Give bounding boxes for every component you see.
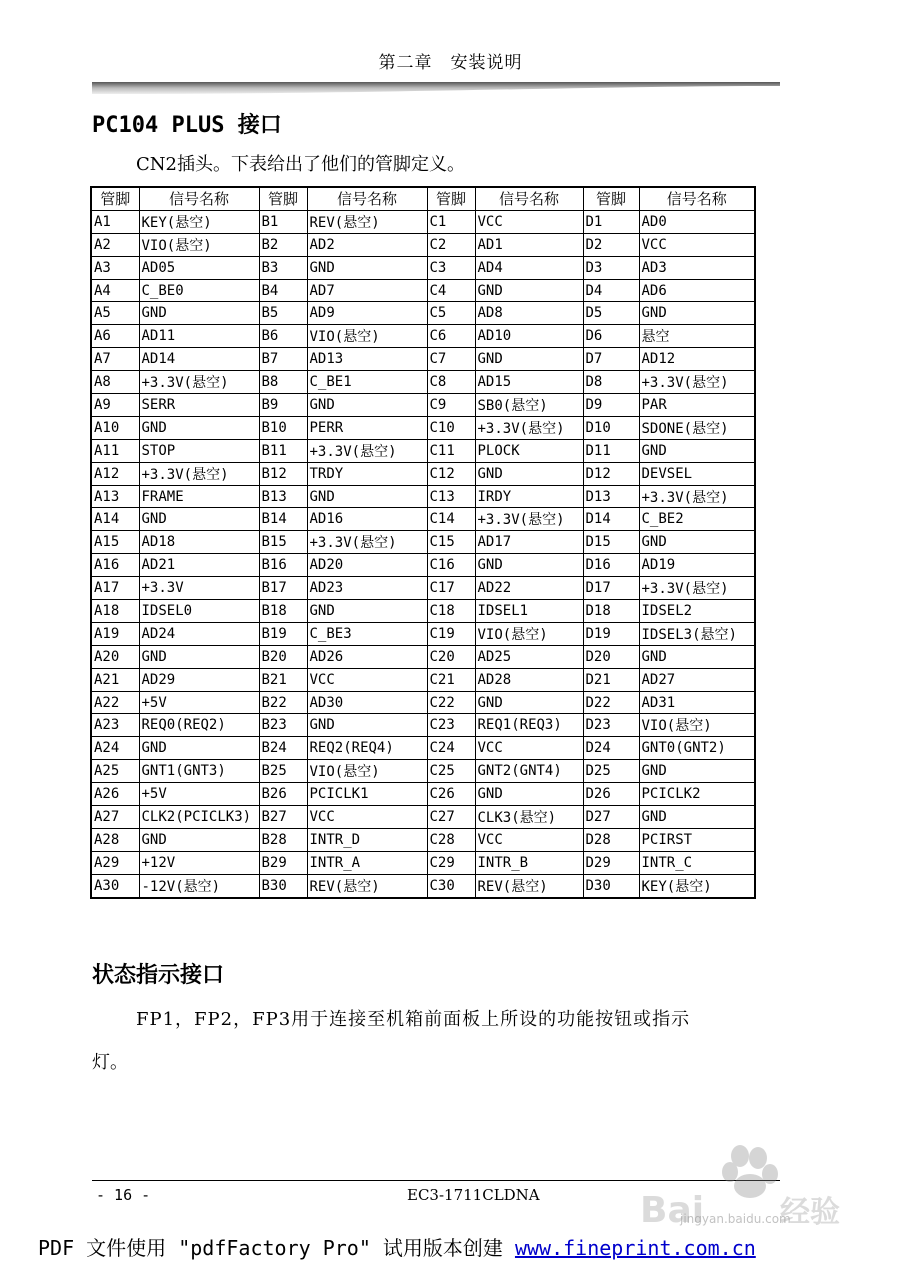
pin-cell: A6 [91,325,139,348]
table-row [91,600,755,623]
signal-cell: GND [139,828,259,851]
signal-cell: GND [639,806,755,829]
signal-cell: VCC [307,668,427,691]
pin-cell: B7 [259,348,307,371]
signal-cell: AD25 [475,645,583,668]
pin-cell: B14 [259,508,307,531]
pin-cell: C4 [427,279,475,302]
pin-cell: D12 [583,462,639,485]
pin-cell: B18 [259,600,307,623]
pin-cell: D29 [583,851,639,874]
pin-cell: B17 [259,577,307,600]
signal-cell: PCICLK1 [307,783,427,806]
table-row [91,737,755,760]
signal-cell: AD20 [307,554,427,577]
table-row [91,416,755,439]
pin-cell: C10 [427,416,475,439]
signal-cell: GND [475,279,583,302]
pin-cell: A22 [91,691,139,714]
pin-cell: B1 [259,210,307,233]
header-pin: 管脚 [259,187,307,210]
pin-cell: B5 [259,302,307,325]
pin-cell: D27 [583,806,639,829]
signal-cell: +3.3V(悬空) [139,462,259,485]
signal-cell: IDSEL2 [639,600,755,623]
table-row [91,462,755,485]
signal-cell: GND [475,783,583,806]
pin-cell: D7 [583,348,639,371]
pin-cell: D26 [583,783,639,806]
table-row [91,531,755,554]
signal-cell: AD27 [639,668,755,691]
signal-cell: VIO(悬空) [475,622,583,645]
signal-cell: IDSEL1 [475,600,583,623]
pin-cell: C23 [427,714,475,737]
signal-cell: TRDY [307,462,427,485]
signal-cell: DEVSEL [639,462,755,485]
signal-cell: VCC [475,210,583,233]
signal-cell: REQ2(REQ4) [307,737,427,760]
pin-cell: C27 [427,806,475,829]
signal-cell: PCICLK2 [639,783,755,806]
pin-cell: A21 [91,668,139,691]
table-row [91,622,755,645]
signal-cell: GND [475,348,583,371]
signal-cell: GND [639,302,755,325]
pin-cell: D18 [583,600,639,623]
signal-cell: INTR_A [307,851,427,874]
signal-cell: AD13 [307,348,427,371]
table-row [91,554,755,577]
pin-cell: C15 [427,531,475,554]
pin-cell: B25 [259,760,307,783]
pdf-creator-banner [38,1232,756,1261]
pin-cell: D4 [583,279,639,302]
signal-cell: SB0(悬空) [475,394,583,417]
signal-cell: +3.3V(悬空) [639,577,755,600]
pin-cell: A11 [91,439,139,462]
signal-cell: REV(悬空) [475,874,583,897]
pin-cell: C9 [427,394,475,417]
signal-cell: AD18 [139,531,259,554]
signal-cell: REQ0(REQ2) [139,714,259,737]
pin-cell: D21 [583,668,639,691]
header-pin: 管脚 [91,187,139,210]
header-signal-name: 信号名称 [639,187,755,210]
signal-cell: AD22 [475,577,583,600]
signal-cell: GND [307,256,427,279]
signal-cell: FRAME [139,485,259,508]
signal-cell: VIO(悬空) [639,714,755,737]
pin-cell: D8 [583,371,639,394]
pin-cell: A3 [91,256,139,279]
signal-cell: AD19 [639,554,755,577]
pin-cell: C11 [427,439,475,462]
pin-cell: B9 [259,394,307,417]
svg-text:经验: 经验 [780,1195,840,1230]
pin-cell: D22 [583,691,639,714]
table-row [91,348,755,371]
signal-cell: IDSEL0 [139,600,259,623]
pin-cell: B29 [259,851,307,874]
pin-cell: A25 [91,760,139,783]
signal-cell: GND [475,462,583,485]
pin-cell: B16 [259,554,307,577]
table-header-row [91,187,755,210]
pin-cell: C19 [427,622,475,645]
pin-cell: A18 [91,600,139,623]
pin-cell: A14 [91,508,139,531]
signal-cell: GND [307,485,427,508]
signal-cell: GND [307,714,427,737]
table-row [91,645,755,668]
signal-cell: INTR_D [307,828,427,851]
pin-cell: D11 [583,439,639,462]
signal-cell: C_BE3 [307,622,427,645]
table-row [91,874,755,897]
table-row [91,325,755,348]
pin-cell: A13 [91,485,139,508]
signal-cell: GND [475,554,583,577]
pin-cell: B21 [259,668,307,691]
header-signal-name: 信号名称 [307,187,427,210]
signal-cell: GND [139,508,259,531]
table-row [91,302,755,325]
pin-cell: D9 [583,394,639,417]
signal-cell: -12V(悬空) [139,874,259,897]
pin-cell: C29 [427,851,475,874]
pin-cell: D2 [583,233,639,256]
pin-cell: A15 [91,531,139,554]
pin-cell: C6 [427,325,475,348]
pin-cell: C13 [427,485,475,508]
pin-cell: C17 [427,577,475,600]
pin-cell: C1 [427,210,475,233]
section-body-line2: 灯。 [92,1052,128,1073]
pin-cell: B2 [259,233,307,256]
signal-cell: INTR_B [475,851,583,874]
pin-cell: A27 [91,806,139,829]
signal-cell: +3.3V(悬空) [639,371,755,394]
table-row [91,256,755,279]
signal-cell: REV(悬空) [307,210,427,233]
table-row [91,371,755,394]
svg-text:Bai: Bai [640,1190,705,1231]
pin-cell: D16 [583,554,639,577]
pin-cell: A10 [91,416,139,439]
table-row [91,851,755,874]
signal-cell: GNT2(GNT4) [475,760,583,783]
signal-cell: CLK3(悬空) [475,806,583,829]
signal-cell: GNT1(GNT3) [139,760,259,783]
pin-cell: B3 [259,256,307,279]
pin-cell: A5 [91,302,139,325]
page-number: - 16 - [96,1186,151,1204]
signal-cell: AD2 [307,233,427,256]
signal-cell: GND [639,760,755,783]
pin-cell: D19 [583,622,639,645]
pin-cell: A4 [91,279,139,302]
pin-cell: C12 [427,462,475,485]
signal-cell: C_BE0 [139,279,259,302]
signal-cell: AD21 [139,554,259,577]
signal-cell: VCC [307,806,427,829]
signal-cell: AD7 [307,279,427,302]
pin-cell: C25 [427,760,475,783]
pin-cell: A29 [91,851,139,874]
pin-cell: D30 [583,874,639,897]
signal-cell: VIO(悬空) [307,325,427,348]
signal-cell: AD05 [139,256,259,279]
chapter-header: 第二章 安装说明 [378,53,523,73]
signal-cell: VIO(悬空) [139,233,259,256]
signal-cell: CLK2(PCICLK3) [139,806,259,829]
table-body [91,210,755,897]
pin-cell: B27 [259,806,307,829]
pin-cell: A17 [91,577,139,600]
pin-cell: C3 [427,256,475,279]
table-row [91,439,755,462]
section-body-line1: FP1，FP2，FP3用于连接至机箱前面板上所设的功能按钮或指示 [136,1009,691,1030]
header-pin: 管脚 [583,187,639,210]
signal-cell: AD4 [475,256,583,279]
pin-cell: A12 [91,462,139,485]
pin-cell: C30 [427,874,475,897]
pin-cell: B6 [259,325,307,348]
section-title-pc104: PC104 PLUS 接口 [92,113,282,138]
signal-cell: GND [639,531,755,554]
signal-cell: +12V [139,851,259,874]
signal-cell: INTR_C [639,851,755,874]
signal-cell: +3.3V(悬空) [639,485,755,508]
signal-cell: +3.3V(悬空) [307,439,427,462]
pin-cell: D3 [583,256,639,279]
signal-cell: +5V [139,783,259,806]
pin-cell: D5 [583,302,639,325]
signal-cell: PAR [639,394,755,417]
pin-cell: B22 [259,691,307,714]
signal-cell: REV(悬空) [307,874,427,897]
table-row [91,668,755,691]
table-row [91,783,755,806]
header-pin: 管脚 [427,187,475,210]
pin-cell: B23 [259,714,307,737]
pin-cell: B4 [259,279,307,302]
pin-cell: B30 [259,874,307,897]
signal-cell: AD9 [307,302,427,325]
pin-cell: C22 [427,691,475,714]
signal-cell: AD29 [139,668,259,691]
pin-cell: D1 [583,210,639,233]
pin-cell: D15 [583,531,639,554]
header-divider [92,80,780,96]
signal-cell: GND [139,302,259,325]
pin-cell: B15 [259,531,307,554]
pin-cell: A20 [91,645,139,668]
signal-cell: AD28 [475,668,583,691]
table-row [91,714,755,737]
table-row [91,233,755,256]
pin-cell: B10 [259,416,307,439]
signal-cell: GND [639,645,755,668]
header-signal-name: 信号名称 [139,187,259,210]
signal-cell: +5V [139,691,259,714]
signal-cell: GND [307,600,427,623]
pin-cell: B8 [259,371,307,394]
signal-cell: AD15 [475,371,583,394]
pin-cell: C16 [427,554,475,577]
signal-cell: KEY(悬空) [139,210,259,233]
signal-cell: C_BE1 [307,371,427,394]
signal-cell: GND [639,439,755,462]
signal-cell: +3.3V(悬空) [307,531,427,554]
signal-cell: AD26 [307,645,427,668]
signal-cell: AD16 [307,508,427,531]
pin-cell: D14 [583,508,639,531]
pin-definition-table [90,186,756,899]
fineprint-link[interactable]: www.fineprint.com.cn [514,1236,756,1260]
pin-cell: D25 [583,760,639,783]
signal-cell: VCC [475,828,583,851]
signal-cell: +3.3V [139,577,259,600]
signal-cell: GND [139,645,259,668]
pin-cell: D13 [583,485,639,508]
pin-cell: D20 [583,645,639,668]
signal-cell: AD30 [307,691,427,714]
signal-cell: GND [307,394,427,417]
signal-cell: PCIRST [639,828,755,851]
signal-cell: SERR [139,394,259,417]
signal-cell: IRDY [475,485,583,508]
signal-cell: AD1 [475,233,583,256]
signal-cell: REQ1(REQ3) [475,714,583,737]
pin-cell: C18 [427,600,475,623]
table-row [91,394,755,417]
table-row [91,508,755,531]
table-row [91,279,755,302]
pin-cell: A30 [91,874,139,897]
signal-cell: AD6 [639,279,755,302]
signal-cell: 悬空 [639,325,755,348]
signal-cell: GND [475,691,583,714]
pin-cell: A1 [91,210,139,233]
pin-cell: B13 [259,485,307,508]
pin-cell: B28 [259,828,307,851]
pin-cell: A26 [91,783,139,806]
signal-cell: VIO(悬空) [307,760,427,783]
signal-cell: GNT0(GNT2) [639,737,755,760]
pin-cell: A7 [91,348,139,371]
table-row [91,485,755,508]
pin-cell: C7 [427,348,475,371]
pin-cell: B12 [259,462,307,485]
table-row [91,828,755,851]
signal-cell: C_BE2 [639,508,755,531]
pin-cell: C28 [427,828,475,851]
watermark-url: jingyan.baidu.com [680,1212,791,1226]
pin-cell: A24 [91,737,139,760]
signal-cell: GND [139,737,259,760]
pin-cell: A16 [91,554,139,577]
signal-cell: AD11 [139,325,259,348]
signal-cell: KEY(悬空) [639,874,755,897]
table-row [91,806,755,829]
section-intro: CN2插头。下表给出了他们的管脚定义。 [136,154,465,175]
pin-cell: D17 [583,577,639,600]
pin-cell: A23 [91,714,139,737]
table-row [91,691,755,714]
pin-cell: B20 [259,645,307,668]
pin-cell: D10 [583,416,639,439]
pin-cell: C2 [427,233,475,256]
signal-cell: AD31 [639,691,755,714]
pin-cell: D6 [583,325,639,348]
pin-cell: D23 [583,714,639,737]
signal-cell: AD0 [639,210,755,233]
pin-cell: C21 [427,668,475,691]
pin-cell: A8 [91,371,139,394]
signal-cell: SDONE(悬空) [639,416,755,439]
signal-cell: GND [139,416,259,439]
signal-cell: IDSEL3(悬空) [639,622,755,645]
pin-cell: C5 [427,302,475,325]
pin-cell: B24 [259,737,307,760]
signal-cell: AD8 [475,302,583,325]
pin-cell: A9 [91,394,139,417]
section-title-status: 状态指示接口 [92,962,225,988]
signal-cell: STOP [139,439,259,462]
pin-cell: A28 [91,828,139,851]
signal-cell: AD23 [307,577,427,600]
header-signal-name: 信号名称 [475,187,583,210]
signal-cell: AD14 [139,348,259,371]
signal-cell: +3.3V(悬空) [475,508,583,531]
table-row [91,577,755,600]
signal-cell: AD17 [475,531,583,554]
signal-cell: AD3 [639,256,755,279]
pin-cell: C24 [427,737,475,760]
table-row [91,760,755,783]
pin-cell: B19 [259,622,307,645]
signal-cell: VCC [475,737,583,760]
pin-cell: D24 [583,737,639,760]
pin-cell: C8 [427,371,475,394]
signal-cell: AD10 [475,325,583,348]
pin-cell: D28 [583,828,639,851]
signal-cell: AD12 [639,348,755,371]
pdf-banner-text: PDF 文件使用 "pdfFactory Pro" 试用版本创建 [38,1236,515,1260]
signal-cell: +3.3V(悬空) [475,416,583,439]
signal-cell: +3.3V(悬空) [139,371,259,394]
pin-cell: A19 [91,622,139,645]
document-code: EC3-1711CLDNA [407,1186,540,1204]
signal-cell: VCC [639,233,755,256]
pin-cell: A2 [91,233,139,256]
pin-cell: B26 [259,783,307,806]
pin-cell: C14 [427,508,475,531]
pin-cell: C20 [427,645,475,668]
pin-cell: B11 [259,439,307,462]
table-row [91,210,755,233]
pin-cell: C26 [427,783,475,806]
signal-cell: PLOCK [475,439,583,462]
signal-cell: AD24 [139,622,259,645]
signal-cell: PERR [307,416,427,439]
